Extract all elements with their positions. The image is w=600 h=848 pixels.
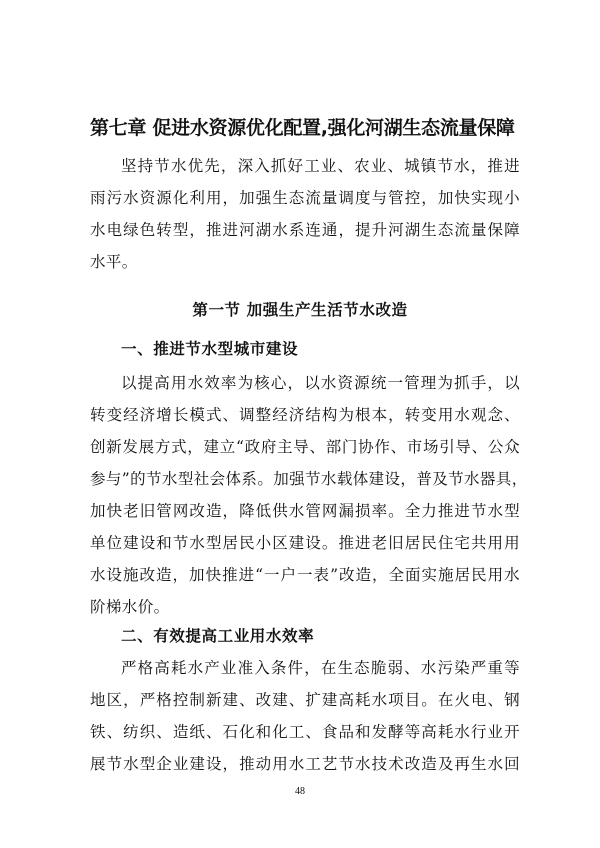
body-paragraph-line: 水设施改造，加快推进“一户一表”改造，全面实施居民用水 — [90, 566, 520, 584]
body-paragraph-line: 地区，严格控制新建、改建、扩建高耗水项目。在火电、钢 — [90, 691, 520, 709]
intro-paragraph-line: 水电绿色转型，推进河湖水系连通，提升河湖生态流量保障 — [90, 221, 520, 239]
body-paragraph-line: 转变经济增长模式、调整经济结构为根本，转变用水观念、 — [90, 406, 520, 424]
section-title: 第一节 加强生产生活节水改造 — [192, 301, 408, 319]
body-paragraph-line: 加快老旧管网改造，降低供水管网漏损率。全力推进节水型 — [90, 502, 520, 520]
subsection-heading: 二、有效提高工业用水效率 — [121, 627, 315, 645]
body-paragraph-line: 参与”的节水型社会体系。加强节水载体建设，普及节水器具， — [90, 470, 528, 488]
body-paragraph-line: 阶梯水价。 — [90, 598, 170, 616]
body-paragraph-line: 以提高用水效率为核心，以水资源统一管理为抓手，以 — [121, 374, 520, 392]
intro-paragraph-line: 水平。 — [90, 253, 138, 271]
intro-paragraph-line: 坚持节水优先，深入抓好工业、农业、城镇节水，推进 — [121, 157, 520, 175]
body-paragraph-line: 展节水型企业建设，推动用水工艺节水技术改造及再生水回 — [90, 755, 520, 773]
body-paragraph-line: 单位建设和节水型居民小区建设。推进老旧居民住宅共用用 — [90, 534, 520, 552]
body-paragraph-line: 铁、纺织、造纸、石化和化工、食品和发酵等高耗水行业开 — [90, 723, 520, 741]
subsection-heading: 一、推进节水型城市建设 — [121, 340, 299, 358]
chapter-title: 第七章 促进水资源优化配置,强化河湖生态流量保障 — [90, 117, 515, 139]
page-number: 48 — [295, 786, 305, 797]
intro-paragraph-line: 雨污水资源化利用，加强生态流量调度与管控，加快实现小 — [90, 189, 520, 207]
body-paragraph-line: 严格高耗水产业准入条件，在生态脆弱、水污染严重等 — [121, 659, 520, 677]
body-paragraph-line: 创新发展方式，建立“政府主导、部门协作、市场引导、公众 — [90, 438, 520, 456]
